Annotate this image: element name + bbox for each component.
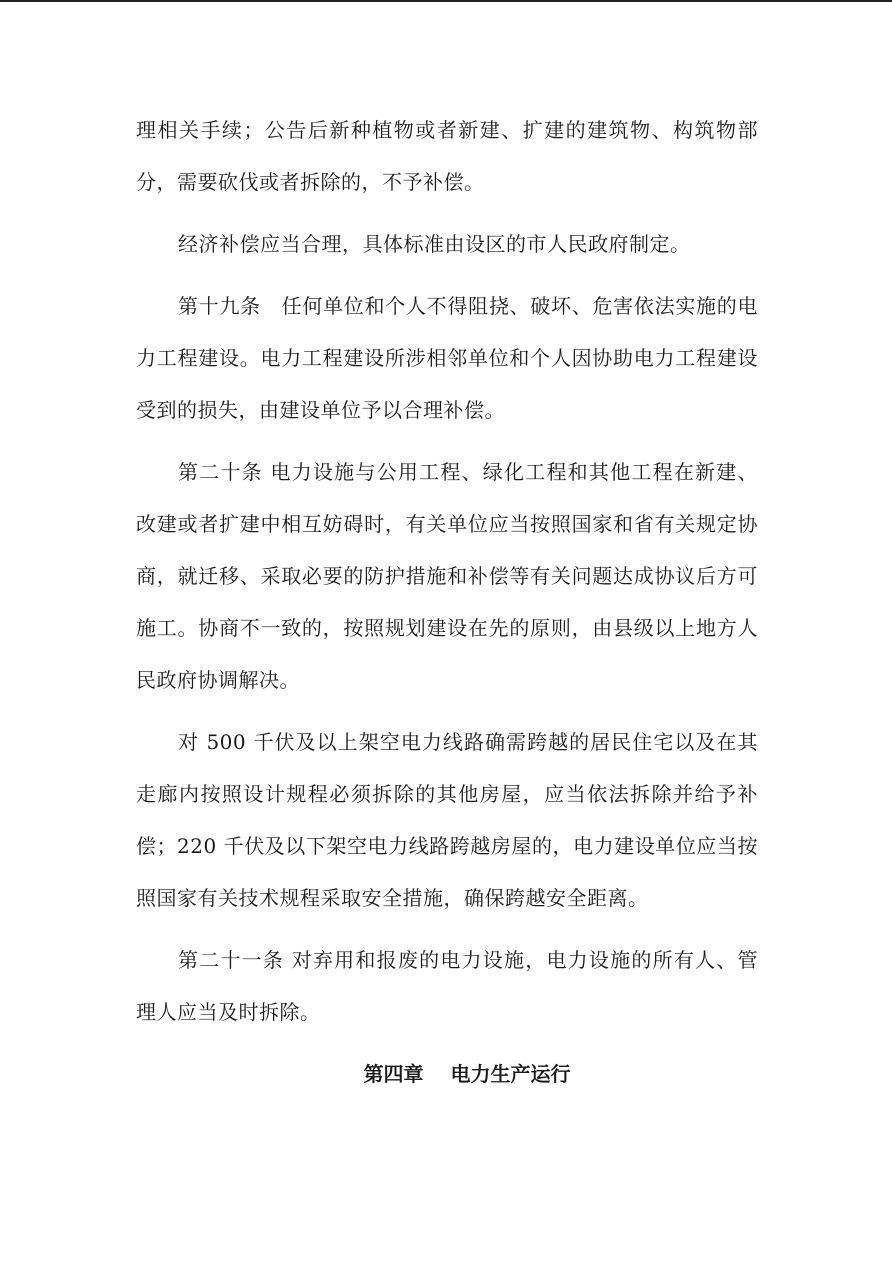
document-page bbox=[136, 104, 758, 1100]
top-border-rule bbox=[0, 0, 892, 2]
paragraph-article-19: 第十九条 任何单位和个人不得阻挠、破坏、危害依法实施的电力工程建设。电力工程建设所涉相邻单位和个人因协助电力工程建设受到的损失，由建设单位予以合理补偿。 bbox=[136, 294, 758, 422]
chapter-heading: 第四章 电力生产运行 bbox=[363, 1062, 571, 1086]
paragraph-overhead-line-crossing: 对 500 千伏及以上架空电力线路确需跨越的居民住宅以及在其走廊内按照设计规程必须拆除的其他房屋，应当依法拆除并给予补偿；220 千伏及以下架空电力线路跨越房屋的，电力建设单位应当按照国家有关技术规程采取安全措施，确保跨越安全距离。 bbox=[136, 730, 758, 910]
paragraph-economic-compensation: 经济补偿应当合理，具体标准由设区的市人民政府制定。 bbox=[178, 232, 691, 256]
paragraph-article-20: 第二十条 电力设施与公用工程、绿化工程和其他工程在新建、改建或者扩建中相互妨碍时，有关单位应当按照国家和省有关规定协商，就迁移、采取必要的防护措施和补偿等有关问题达成协议后方可施工。协商不一致的，按照规划建设在先的原则，由县级以上地方人民政府协调解决。 bbox=[136, 460, 758, 692]
paragraph-article-21: 第二十一条 对弃用和报废的电力设施，电力设施的所有人、管理人应当及时拆除。 bbox=[136, 948, 758, 1024]
paragraph-compensation-procedures: 理相关手续；公告后新种植物或者新建、扩建的建筑物、构筑物部分，需要砍伐或者拆除的，不予补偿。 bbox=[136, 118, 758, 194]
